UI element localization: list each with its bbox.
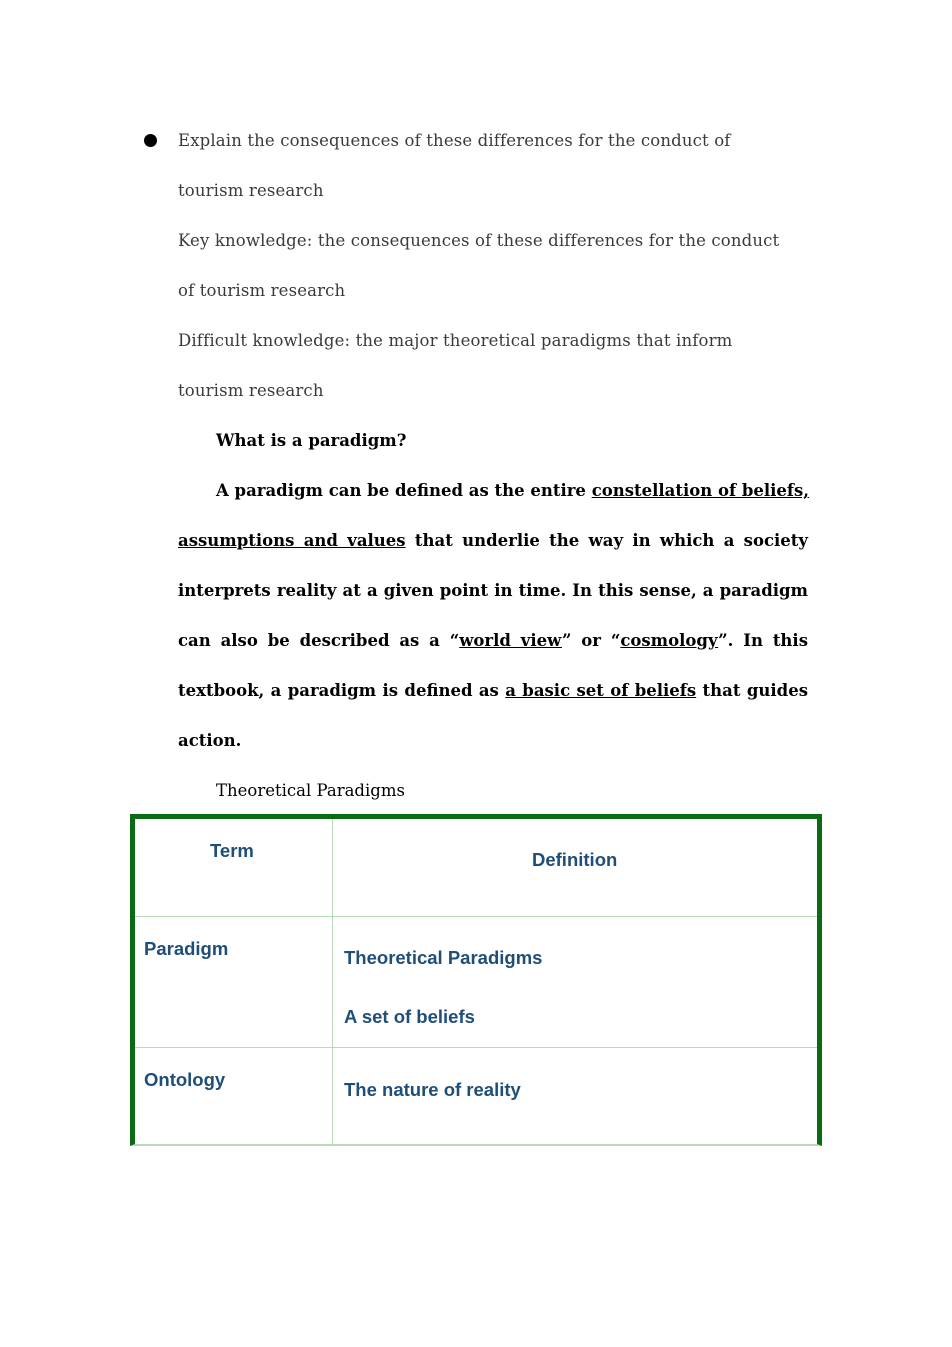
paragraph-line-6: action. [178,731,242,750]
table-header-term: Term [210,840,254,861]
paragraph-line-3: interprets reality at a given point in time. In this sense, a paradigm [178,581,808,600]
table-caption: Theoretical Paradigms [216,781,405,800]
table-cell-definition: The nature of reality [344,1079,521,1100]
underlined-phrase: world view [459,631,562,650]
paragraph-text: can also be described as a “ [178,631,460,650]
table-cell-term: Paradigm [144,938,229,959]
bullet-point [144,134,157,147]
difficult-knowledge-line-1: Difficult knowledge: the major theoretical paradigms that inform [178,331,733,350]
paragraph-line-1 [216,481,808,501]
table-row-divider [135,1047,817,1048]
bullet-text-line-1: Explain the consequences of these differences for the conduct of [178,131,731,150]
table-cell-definition: A set of beliefs [344,1006,475,1027]
paragraph-line-2 [178,531,808,551]
key-knowledge-line-1: Key knowledge: the consequences of these differences for the conduct [178,231,780,250]
table-cell-term: Ontology [144,1069,226,1090]
difficult-knowledge-line-2: tourism research [178,381,324,400]
section-heading: What is a paradigm? [216,431,407,450]
table-cell-definition: Theoretical Paradigms [344,947,543,968]
table-header-definition: Definition [532,849,618,870]
underlined-phrase: cosmology [620,631,719,650]
table-row-divider [135,916,817,917]
paragraph-text: that underlie the way in which a society [405,531,808,550]
key-knowledge-line-2: of tourism research [178,281,346,300]
paragraph-text: A paradigm can be defined as the entire [216,481,592,500]
paragraph-text: that guides [696,681,808,700]
bullet-text-line-2: tourism research [178,181,324,200]
underlined-phrase: a basic set of beliefs [505,681,697,700]
paragraph-text: ”. In this [718,631,808,650]
underlined-phrase: constellation of beliefs, [591,481,810,500]
paragraph-line-4 [178,631,808,651]
underlined-phrase: assumptions and values [178,531,406,550]
paragraph-text: ” or “ [561,631,621,650]
paragraph-text: textbook, a paradigm is defined as [178,681,506,700]
paragraph-line-5 [178,681,808,701]
table-column-divider [332,819,333,1146]
